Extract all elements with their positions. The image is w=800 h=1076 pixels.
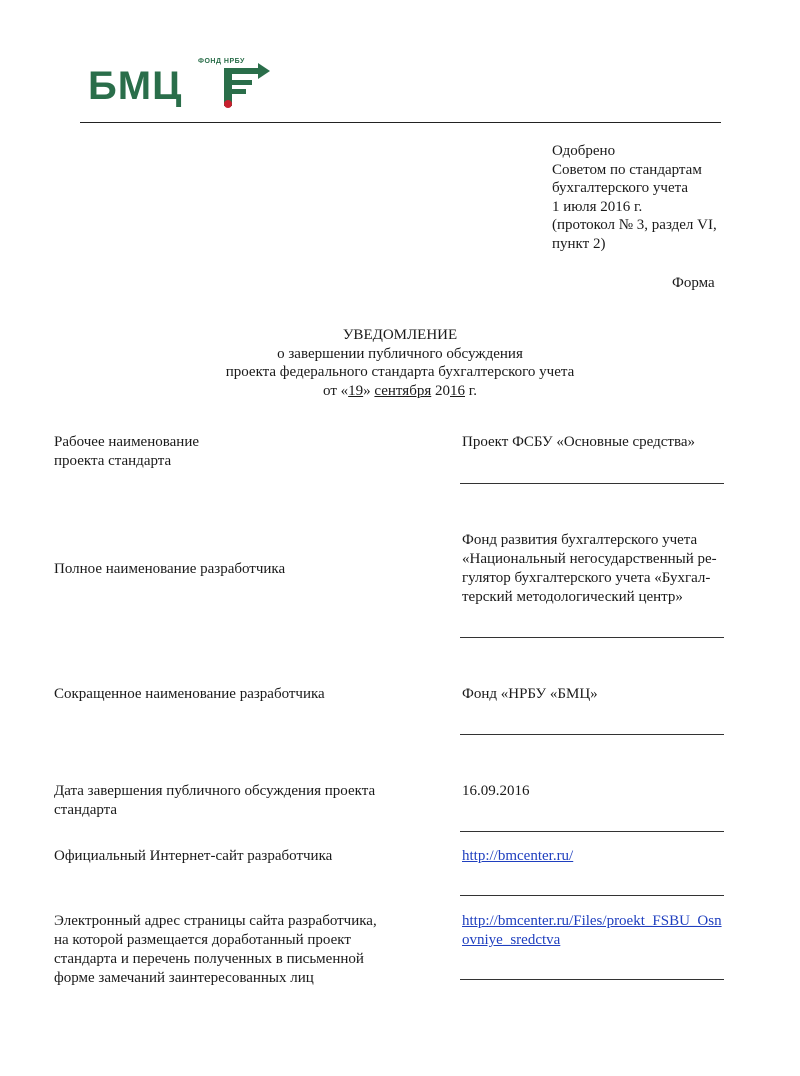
notice-subtitle: о завершении публичного обсуждения — [277, 345, 523, 362]
field-underline — [460, 637, 724, 638]
approval-line: пункт 2) — [552, 235, 606, 252]
approval-line: (протокол № 3, раздел VI, — [552, 217, 717, 233]
field-underline — [460, 895, 724, 896]
notice-title — [0, 326, 800, 400]
approval-line: 1 июля 2016 г. — [552, 198, 643, 215]
approval-line: Советом по стандартам — [552, 161, 702, 178]
header-divider — [80, 122, 721, 123]
bmc-logo — [88, 56, 268, 116]
field-label-short-developer-name: Сокращенное наименование разработчика — [54, 686, 325, 702]
notice-subtitle: проекта федерального стандарта бухгалтерского учета — [225, 364, 575, 380]
page-address-link-cont[interactable]: ovniye_sredctva — [462, 932, 561, 948]
field-label-end-date: Дата завершения публичного обсуждения проекта стандарта — [54, 783, 376, 818]
notice-date: от «19» сентября 2016 г. — [323, 382, 477, 399]
field-label-page-address: Электронный адрес страницы сайта разработчика, на которой размещается доработанный проект стандарта и перечень полученных в письменной форме замечаний заинтересованных лиц — [54, 913, 377, 986]
field-underline — [460, 734, 724, 735]
field-value-project-name: Проект ФСБУ «Основные средства» — [462, 434, 695, 450]
page-address-link[interactable]: http://bmcenter.ru/Files/proekt_FSBU_Osn — [462, 913, 722, 929]
field-underline — [460, 831, 724, 832]
field-underline — [460, 979, 724, 980]
field-value-full-developer-name: Фонд развития бухгалтерского учета «Национальный негосударственный ре- гулятор бухгалтерского учета «Бухгал- терский методологический центр» — [462, 532, 717, 605]
logo-arrow-icon — [214, 60, 274, 110]
field-value-short-developer-name: Фонд «НРБУ «БМЦ» — [462, 686, 598, 702]
logo-word: БМЦ — [88, 64, 183, 108]
field-label-website: Официальный Интернет-сайт разработчика — [54, 848, 333, 864]
website-link[interactable]: http://bmcenter.ru/ — [462, 848, 574, 864]
logo-fond-text: ФОНД НРБУ — [198, 58, 245, 65]
approval-line: Одобрено — [552, 143, 616, 159]
field-value-page-address — [462, 912, 762, 950]
field-label-full-developer-name: Полное наименование разработчика — [54, 561, 286, 577]
field-label-project-name: Рабочее наименование проекта стандарта — [54, 434, 199, 469]
field-underline — [460, 483, 724, 484]
approval-block — [552, 142, 717, 253]
field-value-end-date: 16.09.2016 — [462, 783, 530, 799]
approval-line: бухгалтерского учета — [552, 180, 689, 196]
notice-heading: УВЕДОМЛЕНИЕ — [342, 327, 458, 343]
form-label: Форма — [672, 275, 715, 291]
field-value-website — [462, 847, 732, 866]
